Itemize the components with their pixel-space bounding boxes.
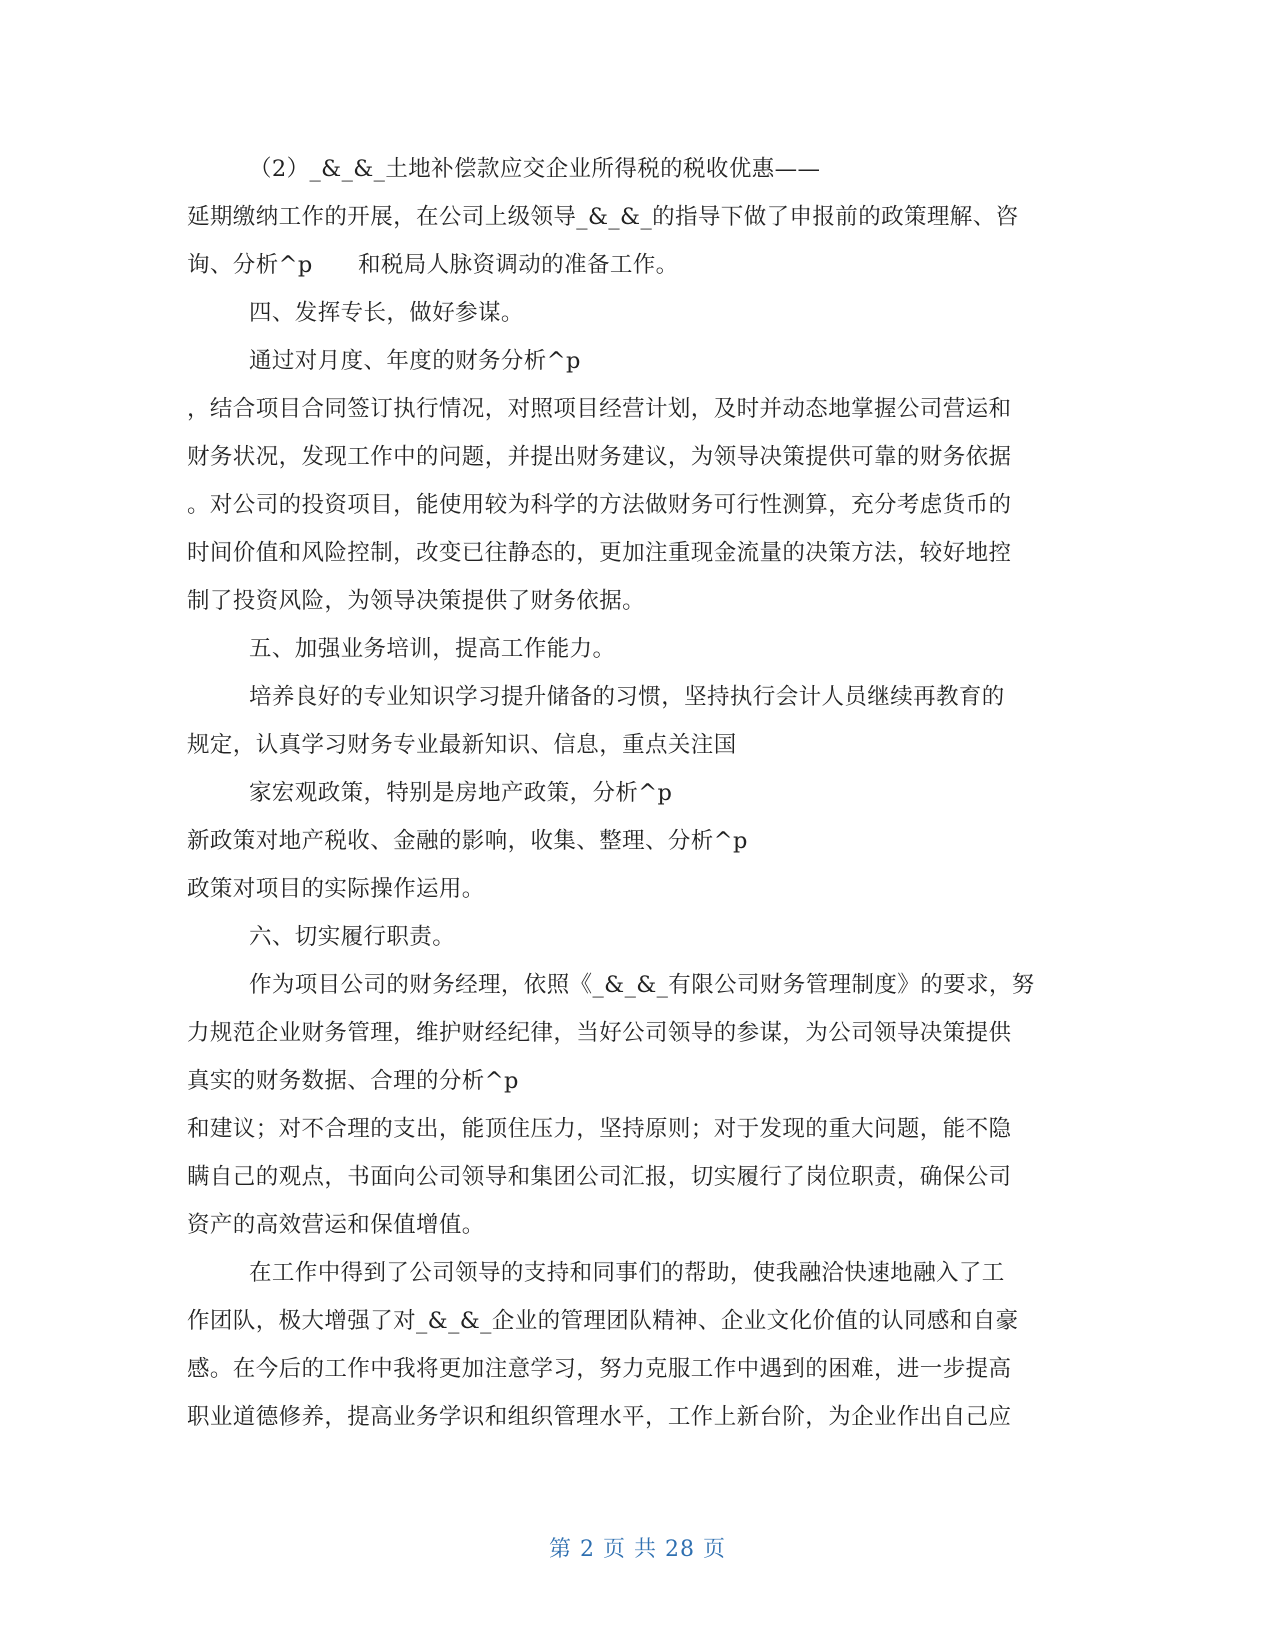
paragraph-line: 新政策对地产税收、金融的影响，收集、整理、分析^p: [187, 828, 748, 854]
document-body: [187, 145, 1087, 1441]
current-page-number: 2: [580, 1537, 595, 1562]
section-heading: 四、发挥专长，做好参谋。: [249, 300, 524, 326]
paragraph-line: 政策对项目的实际操作运用。: [187, 876, 485, 902]
page-number-footer: [0, 1532, 1275, 1563]
paragraph-line: 通过对月度、年度的财务分析^p: [249, 348, 581, 374]
footer-prefix: 第: [548, 1537, 572, 1562]
section-heading: 五、加强业务培训，提高工作能力。: [249, 636, 616, 662]
paragraph-line: 职业道德修养，提高业务学识和组织管理水平，工作上新台阶，为企业作出自己应: [187, 1404, 1012, 1430]
paragraph-line: 规定，认真学习财务专业最新知识、信息，重点关注国: [187, 732, 737, 758]
paragraph-line: （2）_&_&_土地补偿款应交企业所得税的税收优惠——: [249, 156, 821, 182]
paragraph-line: 在工作中得到了公司领导的支持和同事们的帮助，使我融洽快速地融入了工: [249, 1260, 1005, 1286]
footer-middle: 页 共: [603, 1537, 657, 1562]
paragraph-line: 家宏观政策，特别是房地产政策，分析^p: [249, 780, 673, 806]
paragraph-line: ，结合项目合同签订执行情况，对照项目经营计划，及时并动态地掌握公司营运和: [187, 396, 1012, 422]
paragraph-line: 培养良好的专业知识学习提升储备的习惯，坚持执行会计人员继续再教育的: [249, 684, 1005, 710]
paragraph-line: 财务状况，发现工作中的问题，并提出财务建议，为领导决策提供可靠的财务依据: [187, 444, 1012, 470]
paragraph-line: 感。在今后的工作中我将更加注意学习，努力克服工作中遇到的困难，进一步提高: [187, 1356, 1012, 1382]
paragraph-line: 延期缴纳工作的开展，在公司上级领导_&_&_的指导下做了申报前的政策理解、咨: [187, 204, 1019, 230]
section-heading: 六、切实履行职责。: [249, 924, 456, 950]
paragraph-line: 。对公司的投资项目，能使用较为科学的方法做财务可行性测算，充分考虑货币的: [187, 492, 1012, 518]
footer-suffix: 页: [703, 1537, 727, 1562]
paragraph-line: 作团队，极大增强了对_&_&_企业的管理团队精神、企业文化价值的认同感和自豪: [187, 1308, 1019, 1334]
paragraph-line: 和建议；对不合理的支出，能顶住压力，坚持原则；对于发现的重大问题，能不隐: [187, 1116, 1012, 1142]
paragraph-line: 作为项目公司的财务经理，依照《_&_&_有限公司财务管理制度》的要求，努: [249, 972, 1035, 998]
paragraph-line: 资产的高效营运和保值增值。: [187, 1212, 485, 1238]
paragraph-line: 力规范企业财务管理，维护财经纪律，当好公司领导的参谋，为公司领导决策提供: [187, 1020, 1012, 1046]
paragraph-line: 时间价值和风险控制，改变已往静态的，更加注重现金流量的决策方法，较好地控: [187, 540, 1012, 566]
paragraph-line: 瞒自己的观点，书面向公司领导和集团公司汇报，切实履行了岗位职责，确保公司: [187, 1164, 1012, 1190]
total-page-count: 28: [665, 1537, 695, 1562]
paragraph-line: 制了投资风险，为领导决策提供了财务依据。: [187, 588, 646, 614]
paragraph-line: 真实的财务数据、合理的分析^p: [187, 1068, 519, 1094]
paragraph-line: 询、分析^p 和税局人脉资调动的准备工作。: [187, 252, 679, 278]
